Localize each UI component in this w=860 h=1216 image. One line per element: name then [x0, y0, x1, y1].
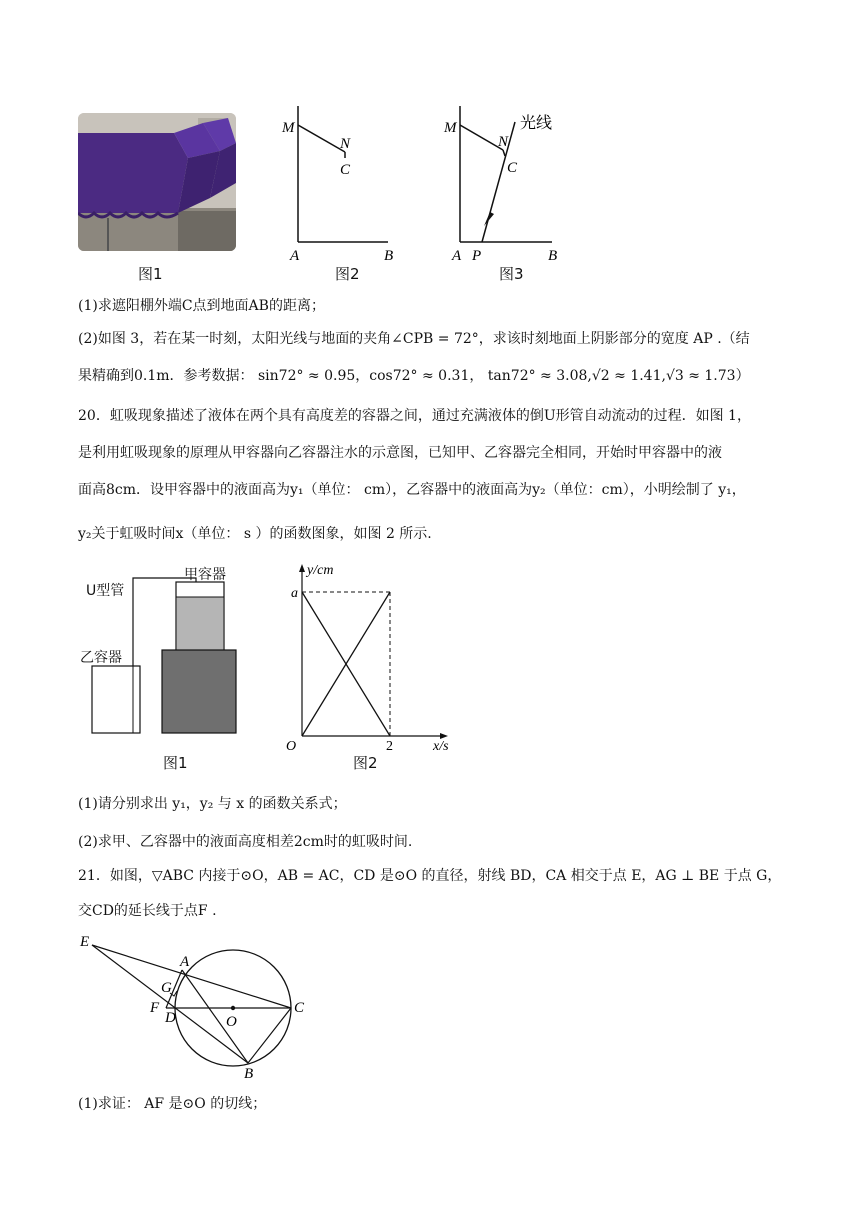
q20-line1: 20．虹吸现象描述了液体在两个具有高度差的容器之间，通过充满液体的倒U形管自动流动的过程．如图 1，: [78, 408, 751, 424]
fig2-label-A: A: [290, 248, 300, 264]
q21-label-F: F: [150, 1000, 160, 1016]
q19-fig3-caption: 图3: [499, 265, 524, 283]
graph-x-axis-label: x/s: [433, 739, 449, 750]
awning-photo: [78, 113, 236, 251]
graph-label-a: a: [291, 586, 298, 601]
fig3-label-B: B: [548, 248, 558, 264]
u-tube-label: U型管: [86, 583, 125, 599]
q19-fig2-fig3-diagrams: [270, 100, 600, 270]
q19-part2-line2: 果精确到0.1m．参考数据： sin72° ≈ 0.95，cos72° ≈ 0.31， tan72° ≈ 3.08,√2 ≈ 1.41,√3 ≈ 1.73）: [78, 368, 750, 384]
awning-illustration: [78, 113, 236, 251]
fig2-label-M: M: [282, 120, 295, 136]
q20-line3: 面高8cm．设甲容器中的液面高为y₁（单位： cm），乙容器中的液面高为y₂（单位：cm），小明绘制了 y₁，: [78, 482, 746, 498]
fig2-label-N: N: [340, 136, 351, 152]
q20-line4: y₂关于虹吸时间x（单位： s ）的函数图象，如图 2 所示.: [78, 526, 432, 542]
fig2-label-C: C: [340, 162, 351, 178]
q20-function-graph: [280, 560, 460, 750]
q21-label-O: O: [226, 1014, 237, 1030]
q21-label-G: G: [161, 980, 172, 996]
graph-y-axis-label: y/cm: [307, 563, 334, 578]
q21-label-A: A: [180, 954, 190, 970]
graph-origin-label: O: [286, 739, 297, 750]
q21-part1: (1)求证： AF 是⊙O 的切线；: [78, 1096, 267, 1112]
fig3-label-C: C: [507, 160, 518, 176]
q21-label-B: B: [244, 1066, 254, 1080]
q21-line2: 交CD的延长线于点F .: [78, 903, 217, 919]
q21-label-C: C: [294, 1000, 305, 1016]
q19-part1: (1)求遮阳棚外端C点到地面AB的距离；: [78, 298, 325, 314]
q20-part1: (1)请分别求出 y₁，y₂ 与 x 的函数关系式；: [78, 796, 347, 812]
q20-part2: (2)求甲、乙容器中的液面高度相差2cm时的虹吸时间.: [78, 834, 413, 850]
container-a-label: 甲容器: [184, 567, 226, 583]
q20-fig1-caption: 图1: [163, 754, 188, 772]
container-b-label: 乙容器: [80, 650, 122, 666]
q21-label-D: D: [165, 1010, 176, 1026]
fig3-label-M: M: [444, 120, 457, 136]
q20-line2: 是利用虹吸现象的原理从甲容器向乙容器注水的示意图，已知甲、乙容器完全相同，开始时甲容器中的液: [78, 445, 722, 461]
q19-part2-line1: (2)如图 3，若在某一时刻，太阳光线与地面的夹角∠CPB = 72°，求该时刻地面上阴影部分的宽度 AP .（结: [78, 331, 750, 347]
fig3-label-P: P: [472, 248, 482, 264]
fig3-label-N: N: [498, 134, 509, 150]
fig2-label-B: B: [384, 248, 394, 264]
q20-fig2-caption: 图2: [353, 754, 378, 772]
q21-circle-diagram: [78, 930, 318, 1080]
fig3-label-A: A: [452, 248, 462, 264]
q21-label-E: E: [80, 934, 90, 950]
graph-tick-2: 2: [386, 739, 393, 750]
q19-fig2-caption: 图2: [335, 265, 360, 283]
q21-line1: 21．如图，▽ABC 内接于⊙O，AB = AC，CD 是⊙O 的直径，射线 BD，CA 相交于点 E，AG ⊥ BE 于点 G，: [78, 868, 782, 884]
q19-fig1-caption: 图1: [138, 265, 163, 283]
fig3-label-light: 光线: [520, 115, 553, 132]
